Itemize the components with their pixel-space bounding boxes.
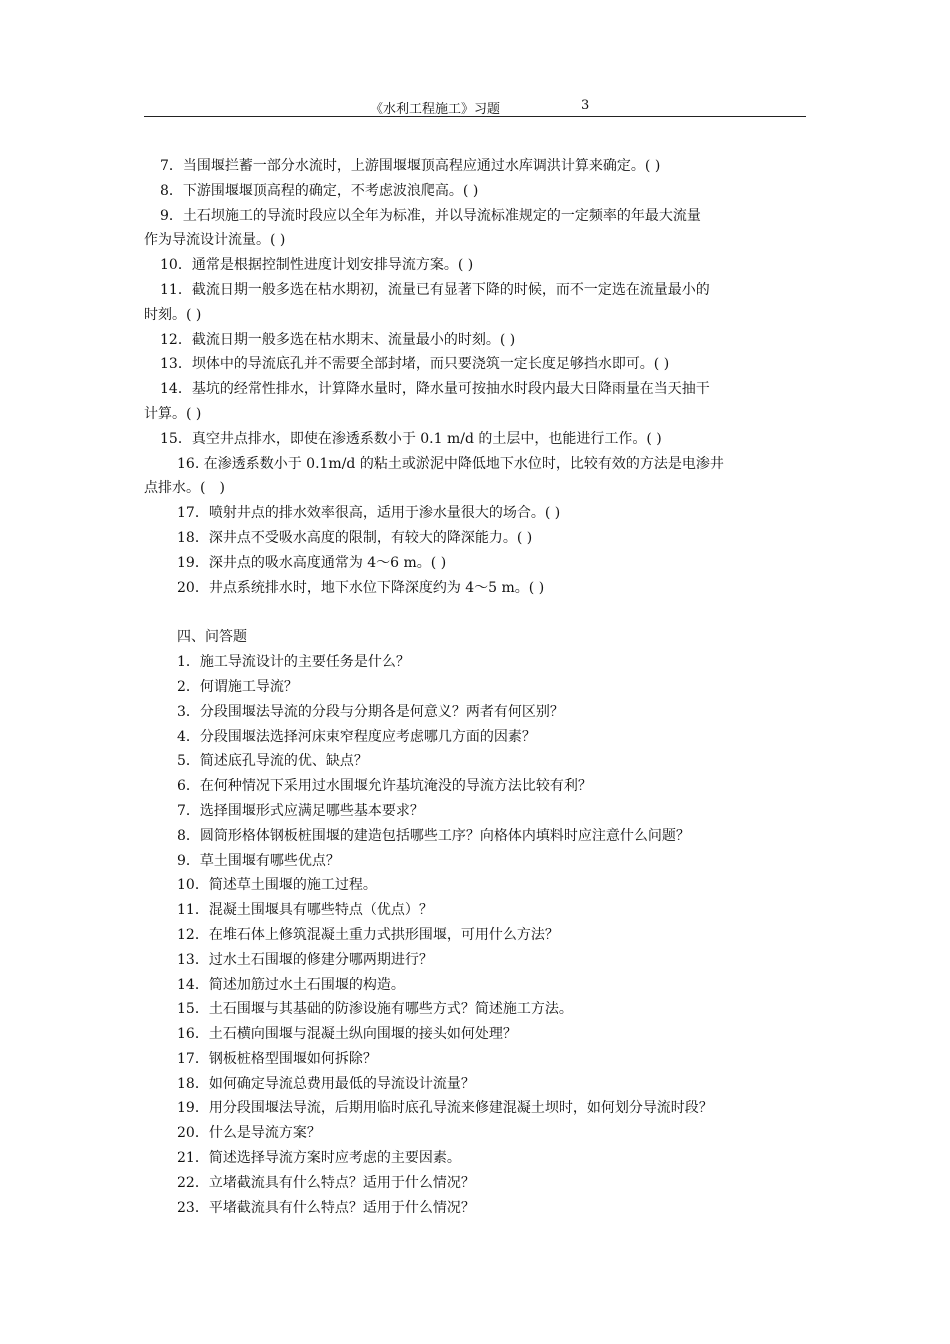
page-header [144,96,806,117]
question-text-continued: 时刻。( ) [144,306,202,323]
page-number: 3 [581,98,590,113]
document-title: 《水利工程施工》习题 [370,102,501,117]
question-item: 10．简述草土围堰的施工过程。 [177,877,377,894]
question-item: 23．平堵截流具有什么特点？适用于什么情况？ [177,1199,475,1216]
question-text: 19．深井点的吸水高度通常为 4～6 m。( ) [177,554,447,571]
question-text: 18．深井点不受吸水高度的限制，有较大的降深能力。( ) [177,529,533,546]
question-item [144,352,806,377]
question-item [144,576,806,601]
section-title: 四、问答题 [177,629,247,646]
question-item: 19．用分段围堰法导流，后期用临时底孔导流来修建混凝土坝时，如何划分导流时段？ [177,1100,713,1117]
question-item: 14．简述加筋过水土石围堰的构造。 [177,976,405,993]
question-text-continued: 计算。( ) [144,405,202,422]
question-item: 11．混凝土围堰具有哪些特点（优点）？ [177,902,433,919]
question-text: 16. 在渗透系数小于 0.1m/d 的粘土或淤泥中降低地下水位时，比较有效的方法是电渗井 [177,455,724,472]
question-item: 6．在何种情况下采用过水围堰允许基坑淹没的导流方法比较有利？ [177,778,592,795]
question-list [144,650,806,1220]
question-item [144,204,806,254]
question-item: 4．分段围堰法选择河床束窄程度应考虑哪几方面的因素？ [177,728,536,745]
true-false-list [144,154,806,452]
question-item [144,551,806,576]
question-text: 12．截流日期一般多选在枯水期末、流量最小的时刻。( ) [160,331,516,348]
question-text: 17．喷射井点的排水效率很高，适用于渗水量很大的场合。( ) [177,505,561,522]
question-item [144,253,806,278]
question-item [144,452,806,502]
question-item: 17．钢板桩格型围堰如何拆除？ [177,1050,377,1067]
true-false-list-continued [144,452,806,601]
question-item: 13．过水土石围堰的修建分哪两期进行？ [177,951,433,968]
question-item: 7．选择围堰形式应满足哪些基本要求？ [177,802,424,819]
question-item: 9．草土围堰有哪些优点？ [177,852,340,869]
question-item: 3．分段围堰法导流的分段与分期各是何意义？两者有何区别？ [177,703,564,720]
question-item [144,154,806,179]
question-text: 20．井点系统排水时，地下水位下降深度约为 4～5 m。( ) [177,579,545,596]
question-item: 2．何谓施工导流？ [177,678,298,695]
question-text: 10．通常是根据控制性进度计划安排导流方案。( ) [160,257,474,274]
question-text: 11．截流日期一般多选在枯水期初，流量已有显著下降的时候，而不一定选在流量最小的 [160,281,710,298]
question-item: 8．圆筒形格体钢板桩围堰的建造包括哪些工序？向格体内填料时应注意什么问题？ [177,827,690,844]
question-item [144,526,806,551]
section-gap [144,600,806,625]
page-content [144,154,806,1220]
question-item [144,427,806,452]
question-text: 7．当围堰拦蓄一部分水流时，上游围堰堰顶高程应通过水库调洪计算来确定。( ) [160,158,661,174]
question-text: 15．真空井点排水，即使在渗透系数小于 0.1 m/d 的土层中，也能进行工作。( ) [160,430,662,447]
question-item [144,278,806,328]
question-item: 21．简述选择导流方案时应考虑的主要因素。 [177,1150,461,1167]
question-item: 16．土石横向围堰与混凝土纵向围堰的接头如何处理？ [177,1026,517,1043]
question-text: 8．下游围堰堰顶高程的确定，不考虑波浪爬高。( ) [160,182,479,199]
question-item [144,328,806,353]
question-text: 9．土石坝施工的导流时段应以全年为标准，并以导流标准规定的一定频率的年最大流量 [160,207,701,224]
question-item: 15．土石围堰与其基础的防渗设施有哪些方式？简述施工方法。 [177,1001,573,1018]
question-item [144,501,806,526]
question-text: 14．基坑的经常性排水，计算降水量时，降水量可按抽水时段内最大日降雨量在当天抽干 [160,381,710,398]
question-item [144,179,806,204]
question-item: 20．什么是导流方案？ [177,1125,321,1142]
question-item: 18．如何确定导流总费用最低的导流设计流量？ [177,1075,475,1092]
question-item [144,377,806,427]
question-text-continued: 点排水。( ) [144,480,225,497]
question-item: 1．施工导流设计的主要任务是什么？ [177,654,410,671]
question-item: 22．立堵截流具有什么特点？适用于什么情况？ [177,1174,475,1191]
question-text-continued: 作为导流设计流量。( ) [144,232,286,249]
question-item: 12．在堆石体上修筑混凝土重力式拱形围堰，可用什么方法？ [177,926,559,943]
question-text: 13．坝体中的导流底孔并不需要全部封堵，而只要浇筑一定长度足够挡水即可。( ) [160,356,670,373]
question-item: 5．简述底孔导流的优、缺点？ [177,753,368,770]
